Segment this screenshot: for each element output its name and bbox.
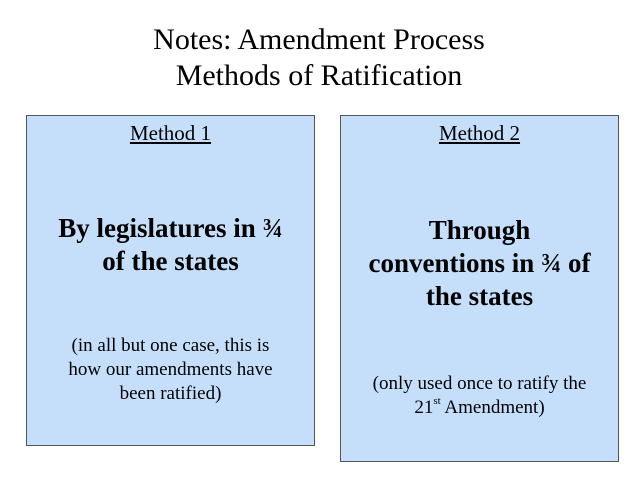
method-2-description-line-2: conventions in ¾ of (368, 248, 591, 278)
method-2-label: Method 2 (438, 121, 521, 145)
method-2-description (341, 214, 618, 313)
method-2-note-line-1: (only used once to ratify the (372, 373, 587, 394)
ordinal-number: 21 (414, 397, 434, 418)
method-1-description (27, 212, 314, 278)
method-2-description-line-3: the states (425, 281, 534, 311)
method-1-note-line-2: how our amendments have (68, 359, 273, 380)
method-2-note-line-2-rest: Amendment) (440, 397, 545, 418)
method-1-label: Method 1 (129, 121, 212, 145)
method-1-description-line-2: of the states (102, 246, 239, 276)
method-1-description-line-1: By legislatures in ¾ (58, 213, 283, 243)
method-1-note-line-3: been ratified) (119, 383, 222, 404)
slide-title (0, 22, 638, 94)
method-1-note-line-1: (in all but one case, this is (71, 335, 270, 356)
slide-title-line-2: Methods of Ratification (175, 59, 463, 92)
method-2-note (341, 372, 618, 420)
method-2-note-line-2 (341, 396, 618, 420)
method-2-panel (340, 115, 619, 462)
ordinal-suffix: st (433, 394, 441, 407)
slide-title-line-1: Notes: Amendment Process (153, 23, 485, 56)
method-2-description-line-1: Through (428, 215, 531, 245)
method-1-note (27, 334, 314, 406)
method-1-panel (26, 115, 315, 446)
